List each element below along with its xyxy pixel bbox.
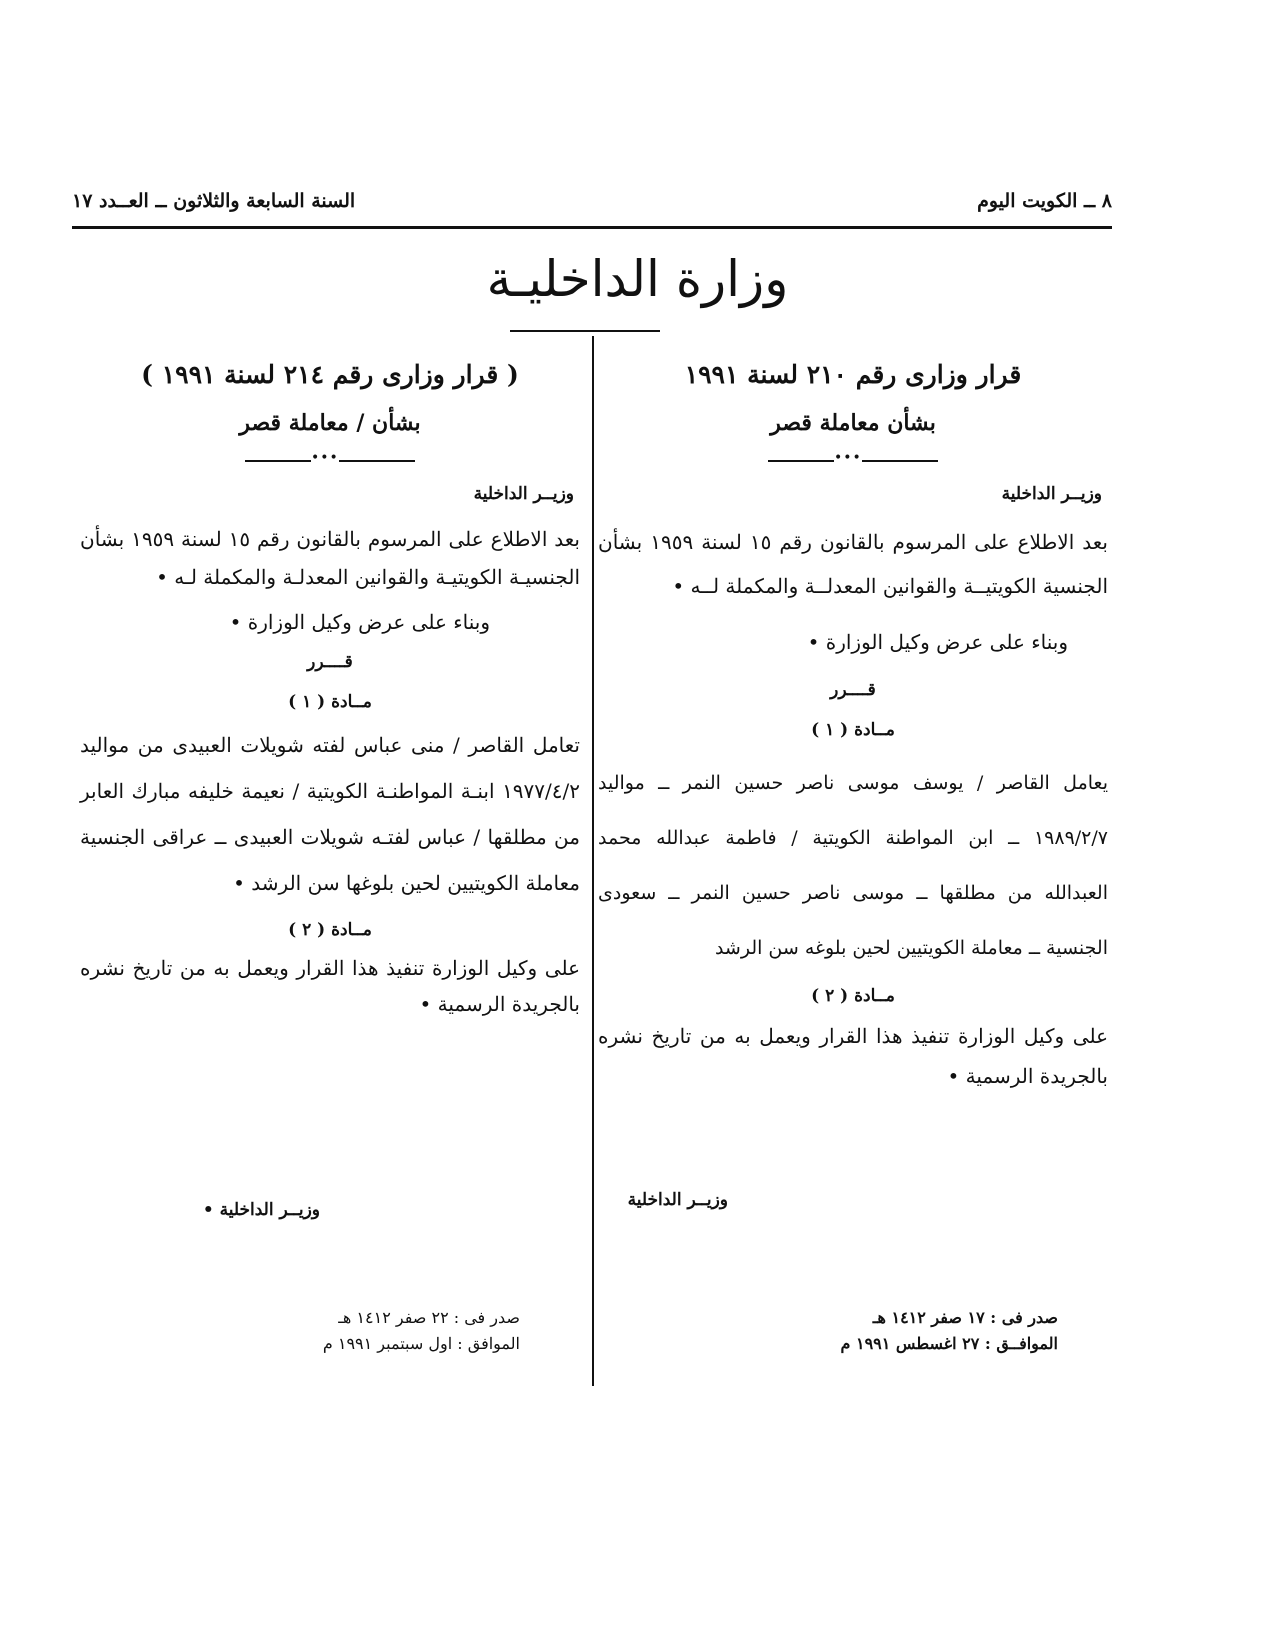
issued-date: صدر فى : ١٧ صفر ١٤١٢ هـ	[872, 1308, 1058, 1327]
header-issue-info: السنة السابعة والثلاثون ــ العــدد ١٧	[72, 190, 356, 212]
page-header	[72, 190, 1112, 226]
ministry-underline	[510, 330, 660, 332]
proposal-text: وبناء على عرض وكيل الوزارة •	[807, 630, 1068, 654]
issue-dates	[323, 1305, 520, 1357]
preamble-text: بعد الاطلاع على المرسوم بالقانون رقم ١٥ لسنة ١٩٥٩ بشأن الجنسية الكويتيــة والقوانين المعدلــة والمكملة لــه •	[598, 530, 1108, 598]
signature-minister: وزيــر الداخلية	[627, 1190, 728, 1210]
signature-minister: وزيــر الداخلية •	[202, 1200, 320, 1220]
article-1-text: تعامل القاصر / منى عباس لفته شويلات العبيدى من مواليد ١٩٧٧/٤/٢ ابنـة المواطنـة الكويتية / نعيمة خليفه مبارك العابر من مطلقها / عباس لفتـه شويلات العبيدى ــ عراقى الجنسية معاملة الكويتيين لحين بلوغها سن الرشد •	[80, 733, 580, 895]
ministry-title: وزارة الداخليـة	[486, 250, 789, 308]
decided-heading: قــــرر	[307, 652, 353, 672]
article-1-heading: مــادة ( ١ )	[288, 692, 372, 712]
issue-dates	[841, 1305, 1059, 1357]
article-2-heading: مــادة ( ٢ )	[811, 986, 895, 1006]
issued-date: صدر فى : ٢٢ صفر ١٤١٢ هـ	[338, 1308, 520, 1327]
minister-heading: وزيــر الداخلية	[473, 484, 574, 504]
decree-210-column	[598, 360, 1108, 1353]
article-2-text: على وكيل الوزارة تنفيذ هذا القرار ويعمل به من تاريخ نشره بالجريدة الرسمية •	[80, 956, 580, 1016]
header-page-number: ٨ ــ الكويت اليوم	[977, 190, 1112, 212]
article-2-heading: مــادة ( ٢ )	[288, 920, 372, 940]
ornament-divider	[80, 450, 580, 484]
decree-subject: بشأن / معاملة قصر	[239, 410, 421, 436]
decree-title: ( قرار وزارى رقم ٢١٤ لسنة ١٩٩١ )	[141, 360, 519, 389]
decree-subject: بشأن معاملة قصر	[770, 410, 936, 436]
article-2-text: على وكيل الوزارة تنفيذ هذا القرار ويعمل به من تاريخ نشره بالجريدة الرسمية •	[598, 1024, 1108, 1088]
column-divider	[592, 336, 594, 1386]
corresponding-date: الموافــق : ٢٧ اغسطس ١٩٩١ م	[840, 1334, 1058, 1353]
minister-heading: وزيــر الداخلية	[1001, 484, 1102, 504]
preamble-text: بعد الاطلاع على المرسوم بالقانون رقم ١٥ لسنة ١٩٥٩ بشأن الجنسيـة الكويتيـة والقوانين المعدلـة والمكملة لـه •	[80, 527, 581, 589]
proposal-text: وبناء على عرض وكيل الوزارة •	[229, 610, 490, 634]
corresponding-date: الموافق : اول سبتمبر ١٩٩١ م	[322, 1334, 520, 1353]
decree-title: قرار وزارى رقم ٢١٠ لسنة ١٩٩١	[684, 360, 1022, 389]
header-divider	[72, 226, 1112, 229]
decided-heading: قــــرر	[830, 680, 876, 700]
article-1-text: يعامل القاصر / يوسف موسى ناصر حسين النمر ــ مواليد ١٩٨٩/٢/٧ ــ ابن المواطنة الكويتية / فاطمة عبدالله محمد العبدالله من مطلقها ــ موسى ناصر حسين النمر ــ سعودى الجنسية ــ معاملة الكويتيين لحين بلوغه سن الرشد	[598, 772, 1108, 959]
ornament-divider	[598, 450, 1108, 484]
article-1-heading: مــادة ( ١ )	[811, 720, 895, 740]
decree-214-column	[80, 360, 581, 1353]
